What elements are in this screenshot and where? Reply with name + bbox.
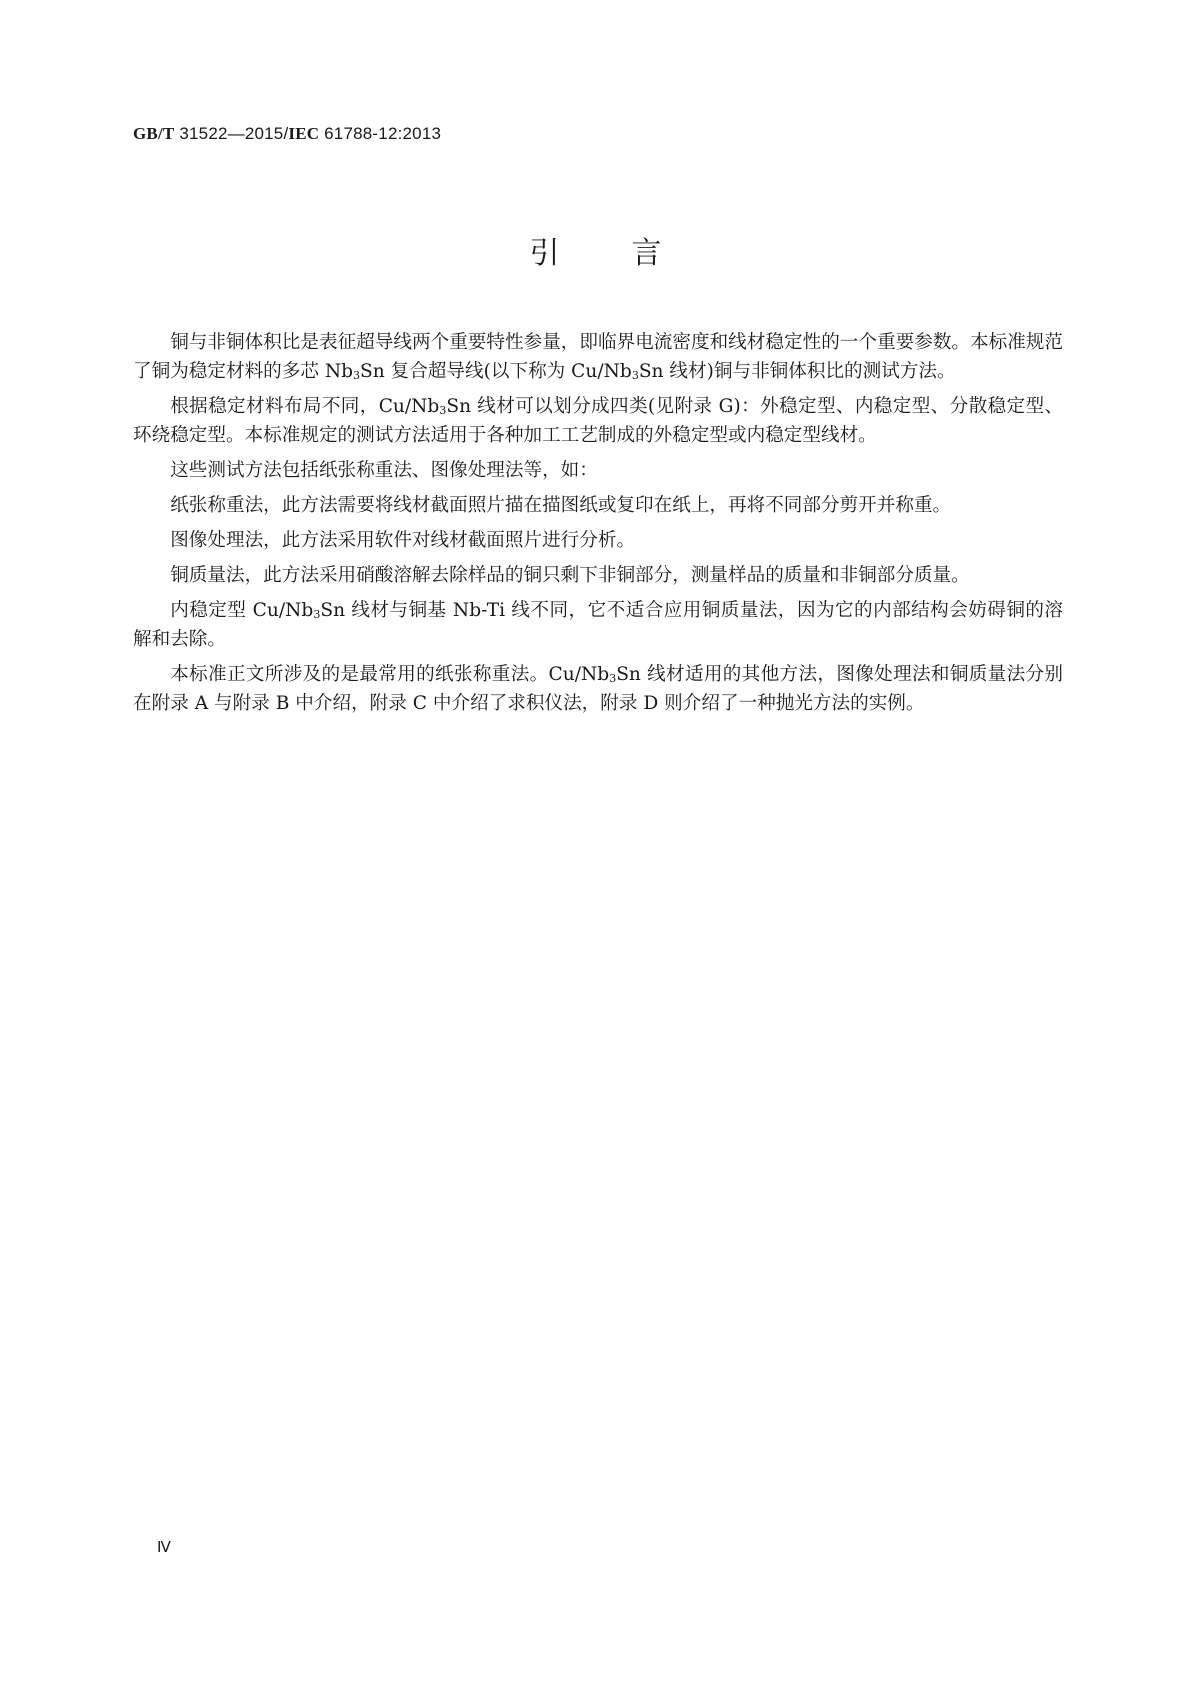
paragraph-8 — [133, 660, 1063, 718]
paragraph-2-text-b: Sn 线材可以划分成四类(见附录 G)：外稳定型、内稳定型、分散稳定型、环绕稳定型。本标准规定的测试方法适用于各种加工工艺制成的外稳定型或内稳定型线材。 — [133, 396, 1063, 446]
paragraph-1-text-a: 铜与非铜体积比是表征超导线两个重要特性参量，即临界电流密度和线材稳定性的一个重要参数。本标准规范了铜为稳定材料的多芯 Nb — [133, 332, 1063, 382]
paragraph-8-text-a: 本标准正文所涉及的是最常用的纸张称重法。Cu/Nb — [170, 664, 610, 685]
paragraph-7-text-b: Sn 线材与铜基 Nb-Ti 线不同，它不适合应用铜质量法，因为它的内部结构会妨碍铜的溶解和去除。 — [133, 600, 1063, 650]
paragraph-1-text-c: Sn 线材)铜与非铜体积比的测试方法。 — [638, 361, 956, 382]
body-text — [133, 328, 1063, 724]
header-code-part-4: 61788-12:2013 — [319, 124, 442, 143]
paragraph-1-subscript-2: 3 — [631, 369, 639, 382]
page-number: Ⅳ — [157, 1540, 171, 1556]
paragraph-7-subscript-1: 3 — [313, 608, 321, 621]
paragraph-1-subscript-1: 3 — [353, 369, 361, 382]
paragraph-2-subscript-1: 3 — [439, 404, 447, 417]
paragraph-4: 纸张称重法，此方法需要将线材截面照片描在描图纸或复印在纸上，再将不同部分剪开并称重。 — [170, 495, 952, 516]
paragraph-8-text-b: Sn 线材适用的其他方法，图像处理法和铜质量法分别在附录 A 与附录 B 中介绍，附录 C 中介绍了求积仪法，附录 D 则介绍了一种抛光方法的实例。 — [133, 664, 1064, 714]
header-code-part-2: 31522—2015/ — [174, 124, 289, 143]
paragraph-1 — [133, 328, 1063, 386]
header-code-part-1: GB/T — [133, 124, 175, 143]
header-code-part-3: IEC — [288, 124, 320, 143]
paragraph-5: 图像处理法，此方法采用软件对线材截面照片进行分析。 — [170, 530, 636, 551]
paragraph-3: 这些测试方法包括纸张称重法、图像处理法等，如： — [170, 460, 598, 481]
paragraph-2 — [133, 392, 1063, 450]
standard-code-header — [133, 124, 441, 144]
paragraph-1-text-b: Sn 复合超导线(以下称为 Cu/Nb — [360, 361, 632, 382]
paragraph-8-subscript-1: 3 — [609, 672, 617, 685]
paragraph-6: 铜质量法，此方法采用硝酸溶解去除样品的铜只剩下非铜部分，测量样品的质量和非铜部分质量。 — [170, 565, 970, 586]
section-title: 引言 — [529, 236, 734, 271]
paragraph-2-text-a: 根据稳定材料布局不同，Cu/Nb — [170, 396, 440, 417]
paragraph-7-text-a: 内稳定型 Cu/Nb — [170, 600, 314, 621]
paragraph-7 — [133, 596, 1063, 654]
